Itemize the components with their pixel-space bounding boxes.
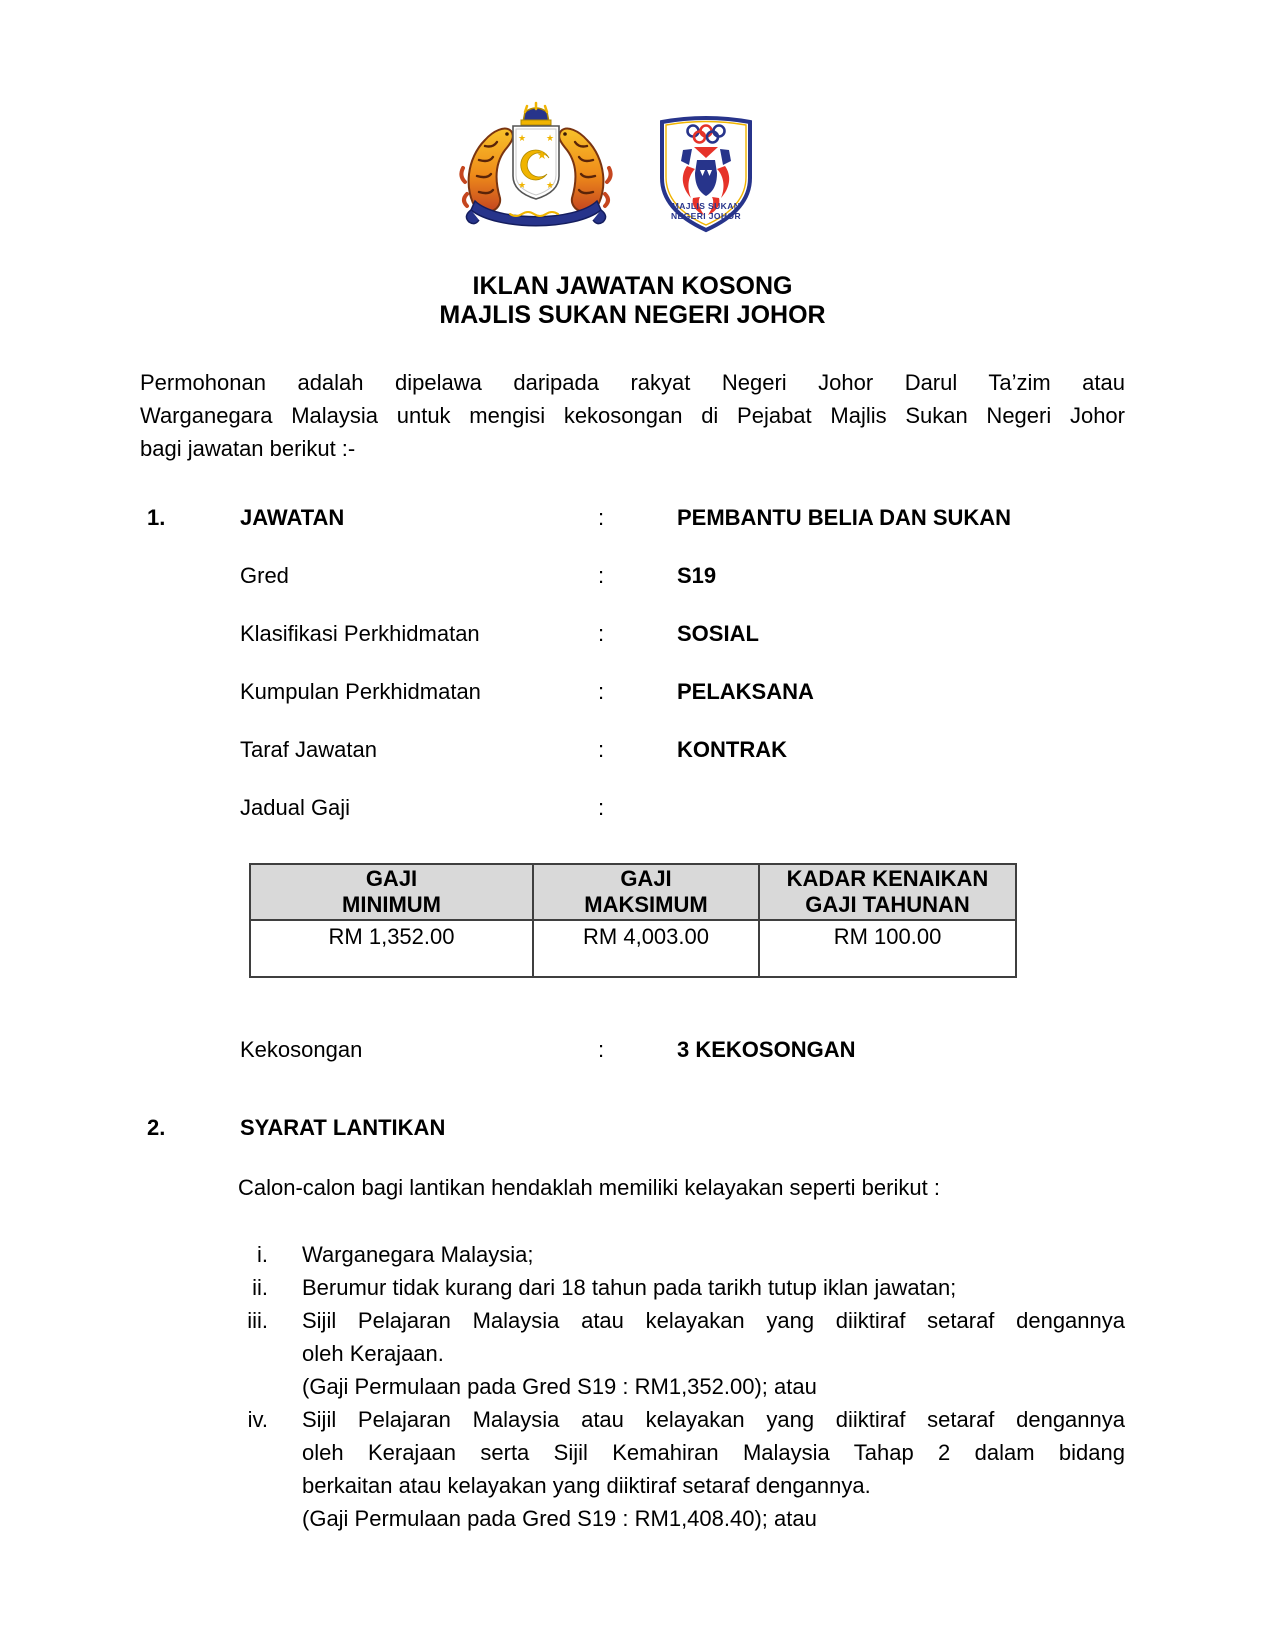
msnj-logo-text-line2: NEGERI JOHOR <box>671 211 741 221</box>
row-gred-value: S19 <box>677 563 717 588</box>
crown-icon <box>521 103 551 125</box>
document-title-line1: IKLAN JAWATAN KOSONG <box>472 272 793 300</box>
section2-heading: SYARAT LANTIKAN <box>240 1115 446 1140</box>
tiger-left-icon <box>461 129 512 211</box>
intro-paragraph-line3: bagi jawatan berikut :- <box>140 436 356 461</box>
list-item-ii: Berumur tidak kurang dari 18 tahun pada tarikh tutup iklan jawatan; <box>302 1275 957 1300</box>
row-klasifikasi-colon: : <box>598 621 605 646</box>
salary-table <box>249 863 1017 978</box>
salary-table-header-kadar-kenaikan: KADAR KENAIKAN GAJI TAHUNAN <box>759 864 1016 920</box>
row-taraf-value: KONTRAK <box>677 737 787 762</box>
row-taraf-colon: : <box>598 737 605 762</box>
list-item-iv-line3: berkaitan atau kelayakan yang diiktiraf setaraf dengannya. <box>302 1473 871 1498</box>
row-jadualgaji-colon: : <box>598 795 605 820</box>
row-jadualgaji-label: Jadual Gaji <box>240 795 351 820</box>
row-taraf-label: Taraf Jawatan <box>240 737 377 762</box>
row-klasifikasi-value: SOSIAL <box>677 621 759 646</box>
list-marker-iii: iii. <box>247 1308 268 1333</box>
salary-table-value-row <box>250 920 1016 977</box>
svg-text:★: ★ <box>545 133 555 143</box>
list-item-iv-line4: (Gaji Permulaan pada Gred S19 : RM1,408.40); atau <box>302 1506 817 1531</box>
salary-minimum-value: RM 1,352.00 <box>250 920 533 977</box>
row-kumpulan-label: Kumpulan Perkhidmatan <box>240 679 481 704</box>
document-title-line2: MAJLIS SUKAN NEGERI JOHOR <box>439 301 826 329</box>
list-item-iii-line1: Sijil Pelajaran Malaysia atau kelayakan yang diiktiraf setaraf dengannya <box>302 1308 1125 1333</box>
row-jawatan-value: PEMBANTU BELIA DAN SUKAN <box>677 505 1012 530</box>
johor-coat-of-arms-logo <box>455 98 617 236</box>
row-klasifikasi-label: Klasifikasi Perkhidmatan <box>240 621 480 646</box>
section1-number: 1. <box>147 505 166 530</box>
intro-paragraph-line1: Permohonan adalah dipelawa daripada rakyat Negeri Johor Darul Ta’zim atau <box>140 370 1125 395</box>
salary-table-header-gaji-maksimum: GAJI MAKSIMUM <box>533 864 759 920</box>
list-marker-i: i. <box>257 1242 268 1267</box>
row-jawatan-label: JAWATAN <box>240 505 345 530</box>
row-kekosongan-value: 3 KEKOSONGAN <box>677 1037 856 1062</box>
row-kekosongan-colon: : <box>598 1037 605 1062</box>
shield-icon <box>513 126 559 199</box>
list-item-i: Warganegara Malaysia; <box>302 1242 534 1267</box>
svg-text:★: ★ <box>545 180 555 190</box>
svg-text:★: ★ <box>517 180 527 190</box>
msnj-logo-text-line1: MAJLIS SUKAN <box>671 201 741 211</box>
list-item-iii-line2: oleh Kerajaan. <box>302 1341 444 1366</box>
row-kekosongan-label: Kekosongan <box>240 1037 363 1062</box>
salary-table-header-gaji-minimum: GAJI MINIMUM <box>250 864 533 920</box>
row-kumpulan-colon: : <box>598 679 605 704</box>
salary-kenaikan-value: RM 100.00 <box>759 920 1016 977</box>
salary-maksimum-value: RM 4,003.00 <box>533 920 759 977</box>
salary-table-header-row <box>250 864 1016 920</box>
tiger-right-icon <box>559 129 610 211</box>
section2-number: 2. <box>147 1115 166 1140</box>
list-marker-ii: ii. <box>252 1275 268 1300</box>
row-gred-label: Gred <box>240 563 289 588</box>
row-kumpulan-value: PELAKSANA <box>677 679 814 704</box>
row-gred-colon: : <box>598 563 605 588</box>
msnj-shield-logo <box>656 112 756 234</box>
svg-text:★: ★ <box>536 148 548 162</box>
intro-paragraph-line2: Warganegara Malaysia untuk mengisi kekosongan di Pejabat Majlis Sukan Negeri Johor <box>140 403 1125 428</box>
list-item-iv-line2: oleh Kerajaan serta Sijil Kemahiran Malaysia Tahap 2 dalam bidang <box>302 1440 1125 1465</box>
list-item-iii-line3: (Gaji Permulaan pada Gred S19 : RM1,352.00); atau <box>302 1374 817 1399</box>
list-item-iv-line1: Sijil Pelajaran Malaysia atau kelayakan yang diiktiraf setaraf dengannya <box>302 1407 1125 1432</box>
list-marker-iv: iv. <box>247 1407 268 1432</box>
section2-intro: Calon-calon bagi lantikan hendaklah memiliki kelayakan seperti berikut : <box>238 1175 940 1200</box>
row-jawatan-colon: : <box>598 505 605 530</box>
svg-text:★: ★ <box>517 133 527 143</box>
